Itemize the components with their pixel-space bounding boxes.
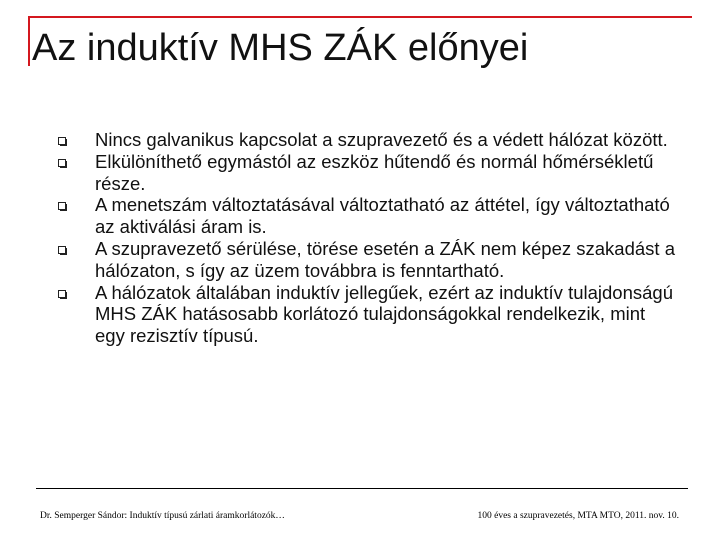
bullet-text: Nincs galvanikus kapcsolat a szupravezető és a védett hálózat között. xyxy=(95,129,668,150)
bullet-item xyxy=(58,194,678,238)
bullet-item xyxy=(58,129,678,151)
bullet-item xyxy=(58,238,678,282)
hollow-square-bullet-icon xyxy=(58,290,67,299)
hollow-square-bullet-icon xyxy=(58,159,67,168)
slide-title: Az induktív MHS ZÁK előnyei xyxy=(32,27,529,69)
bullet-item xyxy=(58,282,678,347)
bullet-text: A szupravezető sérülése, törése esetén a ZÁK nem képez szakadást a hálózaton, s így az üzem továbbra is fenntartható. xyxy=(95,237,675,281)
hollow-square-bullet-icon xyxy=(58,246,67,255)
bullet-list xyxy=(58,129,678,347)
hollow-square-bullet-icon xyxy=(58,202,67,211)
bullet-text: A menetszám változtatásával változtatható az áttétel, így változtatható az aktiválási áram is. xyxy=(95,194,670,238)
footer-author-text: Dr. Semperger Sándor: Induktív típusú zárlati áramkorlátozók… xyxy=(40,511,285,521)
bullet-item xyxy=(58,151,678,195)
title-frame-left-line xyxy=(28,16,30,66)
bullet-text: A hálózatok általában induktív jellegűek, ezért az induktív tulajdonságú MHS ZÁK hatásosabb korlátozó tulajdonságokkal rendelkezik, mint egy rezisztív típusú. xyxy=(95,281,673,347)
title-frame-top-line xyxy=(28,16,692,18)
bullet-text: Elkülöníthető egymástól az eszköz hűtendő és normál hőmérsékletű része. xyxy=(95,150,654,194)
hollow-square-bullet-icon xyxy=(58,137,67,146)
footer-divider xyxy=(36,488,688,489)
footer-event-text: 100 éves a szupravezetés, MTA MTO, 2011. nov. 10. xyxy=(477,511,679,521)
